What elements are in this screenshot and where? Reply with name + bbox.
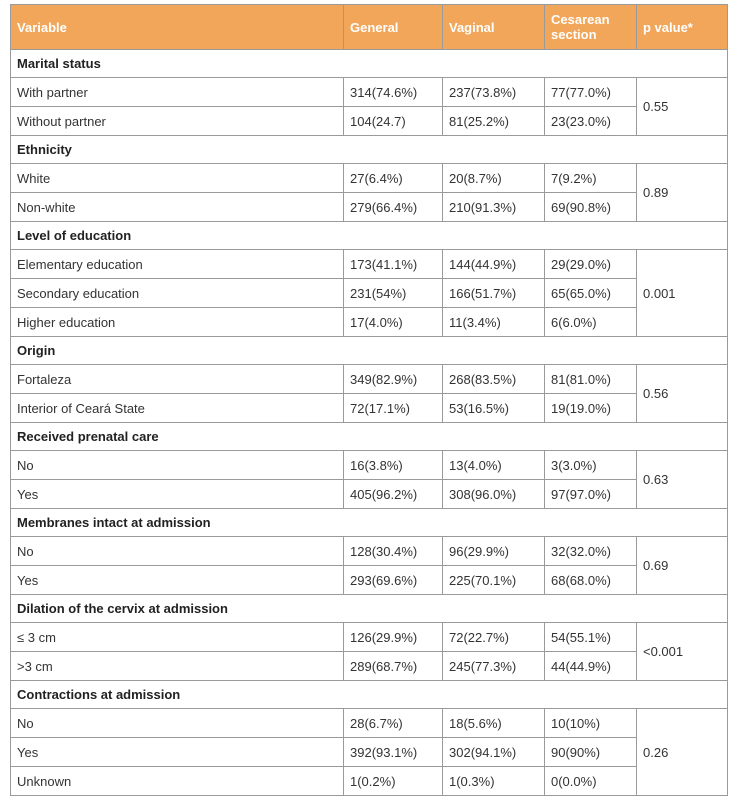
header-row [11, 5, 728, 50]
section-row [11, 423, 728, 451]
cell-general: 17(4.0%) [344, 308, 443, 337]
row-label: Elementary education [11, 250, 344, 279]
cell-cesarean: 65(65.0%) [545, 279, 637, 308]
cell-cesarean: 97(97.0%) [545, 480, 637, 509]
cell-vaginal: 210(91.3%) [443, 193, 545, 222]
row-label: Yes [11, 566, 344, 595]
cell-cesarean: 10(10%) [545, 709, 637, 738]
cell-vaginal: 11(3.4%) [443, 308, 545, 337]
row-label: >3 cm [11, 652, 344, 681]
cell-cesarean: 90(90%) [545, 738, 637, 767]
cell-vaginal: 1(0.3%) [443, 767, 545, 796]
cell-general: 289(68.7%) [344, 652, 443, 681]
row-label: No [11, 537, 344, 566]
cell-vaginal: 72(22.7%) [443, 623, 545, 652]
cell-general: 349(82.9%) [344, 365, 443, 394]
row-label: ≤ 3 cm [11, 623, 344, 652]
cell-cesarean: 7(9.2%) [545, 164, 637, 193]
cell-vaginal: 53(16.5%) [443, 394, 545, 423]
table-row [11, 279, 728, 308]
table-row [11, 193, 728, 222]
cell-general: 1(0.2%) [344, 767, 443, 796]
header-vaginal: Vaginal [443, 5, 545, 50]
table-row [11, 308, 728, 337]
p-value-cell: 0.55 [637, 78, 728, 136]
cell-vaginal: 144(44.9%) [443, 250, 545, 279]
header-cesarean: Cesarean section [545, 5, 637, 50]
p-value-cell: 0.26 [637, 709, 728, 796]
section-row [11, 681, 728, 709]
cell-general: 16(3.8%) [344, 451, 443, 480]
section-title: Level of education [11, 222, 728, 250]
cell-general: 104(24.7) [344, 107, 443, 136]
table-row [11, 709, 728, 738]
cell-general: 231(54%) [344, 279, 443, 308]
table-row [11, 365, 728, 394]
section-title: Marital status [11, 50, 728, 78]
cell-vaginal: 308(96.0%) [443, 480, 545, 509]
row-label: Fortaleza [11, 365, 344, 394]
row-label: Secondary education [11, 279, 344, 308]
cell-vaginal: 302(94.1%) [443, 738, 545, 767]
row-label: Interior of Ceará State [11, 394, 344, 423]
header-general: General [344, 5, 443, 50]
table-row [11, 566, 728, 595]
cell-general: 279(66.4%) [344, 193, 443, 222]
data-table [10, 4, 728, 796]
section-title: Received prenatal care [11, 423, 728, 451]
table-row [11, 623, 728, 652]
cell-vaginal: 81(25.2%) [443, 107, 545, 136]
p-value-cell: 0.89 [637, 164, 728, 222]
section-title: Membranes intact at admission [11, 509, 728, 537]
table-row [11, 767, 728, 796]
cell-general: 128(30.4%) [344, 537, 443, 566]
cell-cesarean: 32(32.0%) [545, 537, 637, 566]
row-label: White [11, 164, 344, 193]
cell-general: 314(74.6%) [344, 78, 443, 107]
section-row [11, 50, 728, 78]
row-label: No [11, 709, 344, 738]
p-value-cell: 0.69 [637, 537, 728, 595]
section-title: Ethnicity [11, 136, 728, 164]
cell-cesarean: 3(3.0%) [545, 451, 637, 480]
cell-cesarean: 44(44.9%) [545, 652, 637, 681]
cell-vaginal: 20(8.7%) [443, 164, 545, 193]
cell-general: 72(17.1%) [344, 394, 443, 423]
header-p-value: p value* [637, 5, 728, 50]
table-row [11, 451, 728, 480]
cell-vaginal: 237(73.8%) [443, 78, 545, 107]
section-row [11, 136, 728, 164]
cell-cesarean: 69(90.8%) [545, 193, 637, 222]
row-label: Higher education [11, 308, 344, 337]
section-row [11, 509, 728, 537]
cell-general: 405(96.2%) [344, 480, 443, 509]
table-row [11, 107, 728, 136]
table-row [11, 394, 728, 423]
cell-general: 173(41.1%) [344, 250, 443, 279]
section-title: Dilation of the cervix at admission [11, 595, 728, 623]
cell-general: 28(6.7%) [344, 709, 443, 738]
section-title: Origin [11, 337, 728, 365]
cell-general: 27(6.4%) [344, 164, 443, 193]
p-value-cell: 0.63 [637, 451, 728, 509]
cell-general: 126(29.9%) [344, 623, 443, 652]
row-label: Yes [11, 738, 344, 767]
table-row [11, 738, 728, 767]
table-row [11, 480, 728, 509]
p-value-cell: 0.001 [637, 250, 728, 337]
cell-cesarean: 19(19.0%) [545, 394, 637, 423]
cell-cesarean: 23(23.0%) [545, 107, 637, 136]
header-variable: Variable [11, 5, 344, 50]
section-title: Contractions at admission [11, 681, 728, 709]
p-value-cell: <0.001 [637, 623, 728, 681]
cell-vaginal: 225(70.1%) [443, 566, 545, 595]
cell-vaginal: 268(83.5%) [443, 365, 545, 394]
table-row [11, 78, 728, 107]
cell-cesarean: 54(55.1%) [545, 623, 637, 652]
row-label: Non-white [11, 193, 344, 222]
cell-vaginal: 166(51.7%) [443, 279, 545, 308]
cell-cesarean: 68(68.0%) [545, 566, 637, 595]
cell-vaginal: 13(4.0%) [443, 451, 545, 480]
table-row [11, 652, 728, 681]
cell-cesarean: 29(29.0%) [545, 250, 637, 279]
row-label: Yes [11, 480, 344, 509]
p-value-cell: 0.56 [637, 365, 728, 423]
cell-cesarean: 77(77.0%) [545, 78, 637, 107]
cell-general: 392(93.1%) [344, 738, 443, 767]
cell-cesarean: 6(6.0%) [545, 308, 637, 337]
table-row [11, 537, 728, 566]
table-row [11, 164, 728, 193]
section-row [11, 337, 728, 365]
row-label: Without partner [11, 107, 344, 136]
row-label: Unknown [11, 767, 344, 796]
table-row [11, 250, 728, 279]
section-row [11, 222, 728, 250]
cell-cesarean: 0(0.0%) [545, 767, 637, 796]
cell-cesarean: 81(81.0%) [545, 365, 637, 394]
cell-vaginal: 18(5.6%) [443, 709, 545, 738]
row-label: No [11, 451, 344, 480]
cell-general: 293(69.6%) [344, 566, 443, 595]
cell-vaginal: 96(29.9%) [443, 537, 545, 566]
cell-vaginal: 245(77.3%) [443, 652, 545, 681]
table-body [11, 50, 728, 796]
section-row [11, 595, 728, 623]
row-label: With partner [11, 78, 344, 107]
